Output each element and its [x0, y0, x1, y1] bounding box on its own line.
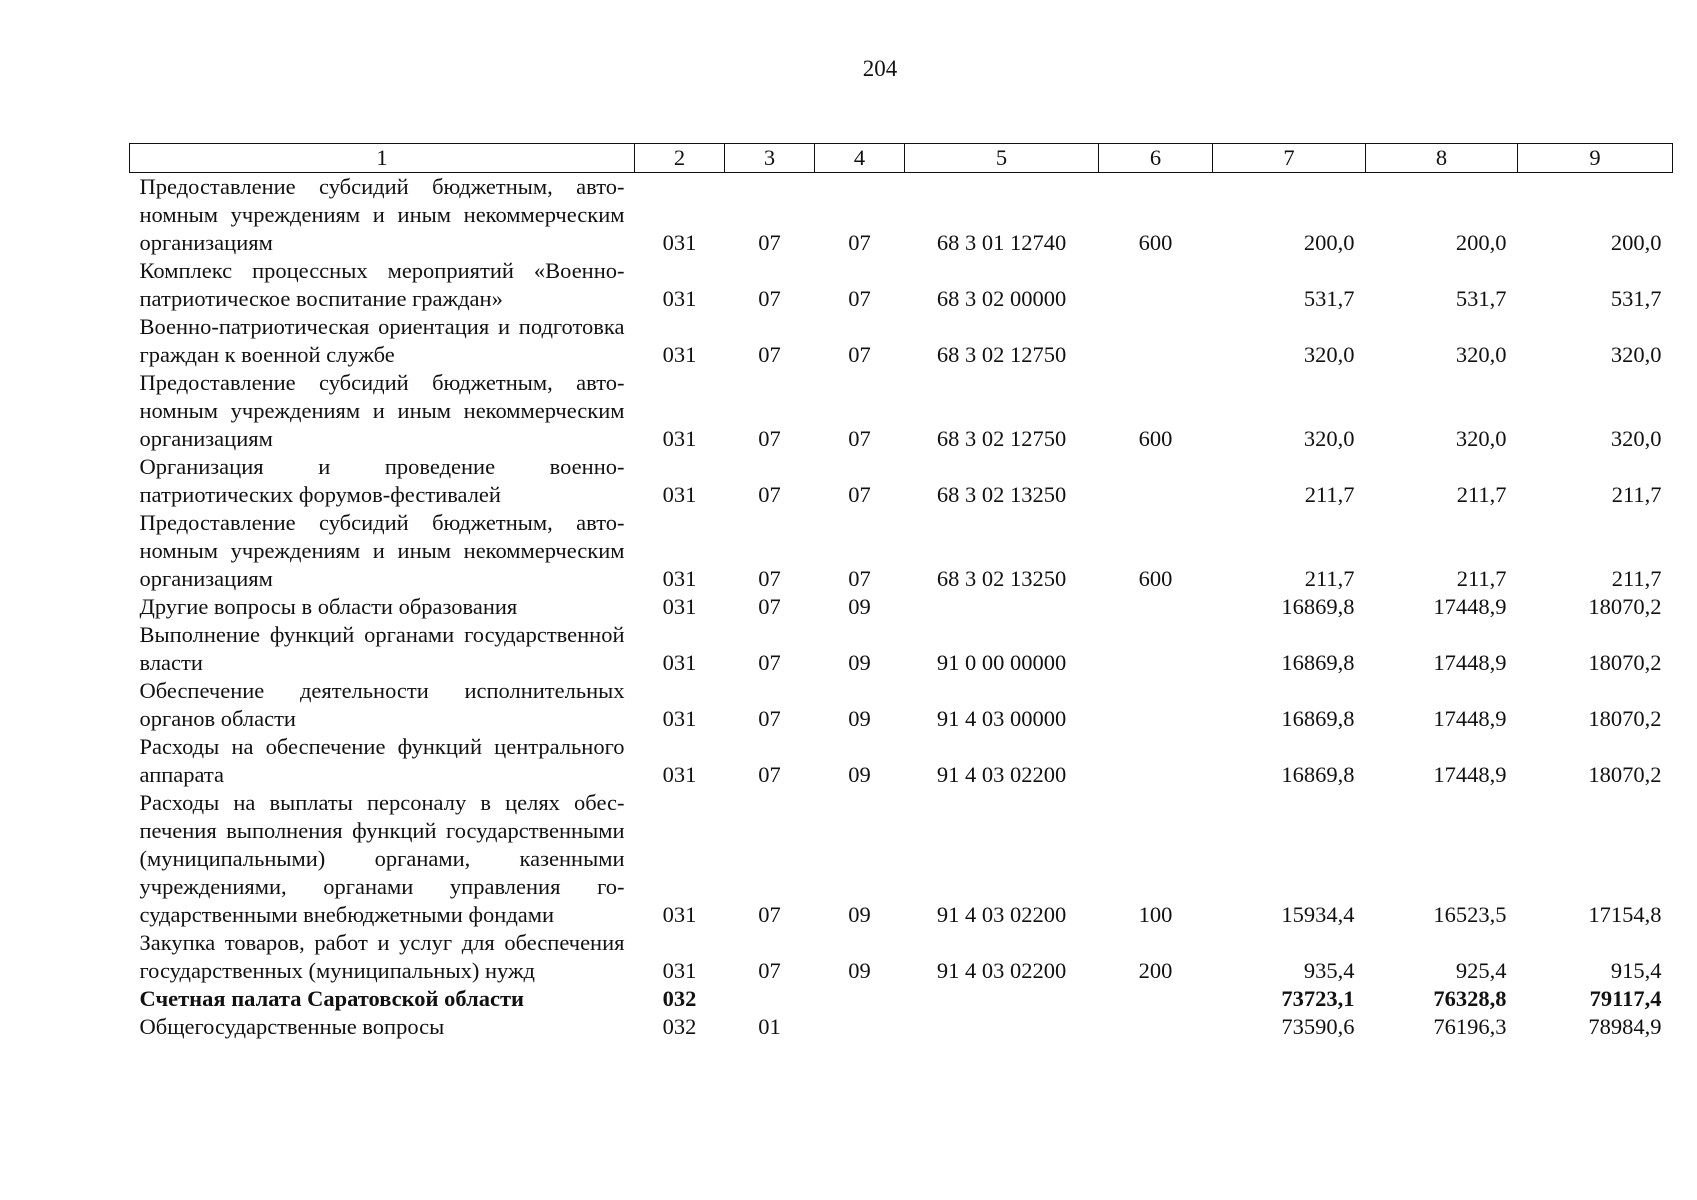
- row-target-article: 91 4 03 02200: [936, 902, 1067, 927]
- row-expense-type: [1099, 593, 1213, 621]
- row-amount-col7: 211,7: [1304, 566, 1355, 591]
- row-ministry-code: 032: [662, 1014, 697, 1039]
- row-subsection: 09: [848, 650, 871, 675]
- row-section: 07: [758, 958, 781, 983]
- row-target-article: 91 0 00 00000: [936, 650, 1067, 675]
- row-subsection: 09: [848, 762, 871, 787]
- row-expense-type: 200: [1138, 958, 1173, 983]
- row-amount-col9: 18070,2: [1588, 706, 1662, 731]
- row-amount-col9: 18070,2: [1588, 762, 1662, 787]
- column-header-2: 2: [635, 144, 725, 173]
- row-expense-type: 600: [1138, 426, 1173, 451]
- row-name: Предоставление субсидий бюджетным, автономным учреждениям и иным некоммерческим организациям: [139, 174, 625, 255]
- row-amount-col8: 17448,9: [1433, 650, 1507, 675]
- row-subsection: 09: [848, 902, 871, 927]
- row-amount-col7: 16869,8: [1281, 706, 1355, 731]
- row-expense-type: 600: [1138, 566, 1173, 591]
- header-row: [130, 144, 1673, 173]
- table-row: [130, 453, 1673, 509]
- row-amount-col9: 320,0: [1610, 426, 1662, 451]
- table-row: [130, 789, 1673, 929]
- row-section: 07: [758, 594, 781, 619]
- row-name: Обеспечение деятельности исполнительных органов области: [139, 678, 625, 731]
- row-section: 07: [758, 286, 781, 311]
- row-target-article: 91 4 03 00000: [936, 706, 1067, 731]
- row-section: 07: [758, 426, 781, 451]
- row-amount-col8: 320,0: [1455, 342, 1507, 367]
- budget-table: [129, 143, 1673, 1041]
- row-target-article: 68 3 02 12750: [936, 426, 1067, 451]
- row-amount-col7: 200,0: [1303, 230, 1355, 255]
- row-ministry-code: 031: [662, 566, 697, 591]
- column-header-5: 5: [905, 144, 1099, 173]
- row-ministry-code: 031: [662, 706, 697, 731]
- row-amount-col8: 925,4: [1455, 958, 1507, 983]
- row-ministry-code: 031: [662, 762, 697, 787]
- row-section: [725, 985, 815, 1013]
- row-expense-type: [1099, 313, 1213, 369]
- row-amount-col8: 76196,3: [1433, 1014, 1507, 1039]
- row-section: 07: [758, 762, 781, 787]
- row-expense-type: [1099, 257, 1213, 313]
- row-subsection: [815, 1013, 905, 1041]
- column-header-7: 7: [1213, 144, 1366, 173]
- row-subsection: 07: [848, 342, 871, 367]
- row-amount-col8: 200,0: [1455, 230, 1507, 255]
- row-amount-col9: 320,0: [1610, 342, 1662, 367]
- row-expense-type: [1099, 733, 1213, 789]
- row-target-article: 68 3 02 00000: [936, 286, 1067, 311]
- row-amount-col7: 935,4: [1303, 958, 1355, 983]
- row-name: Расходы на обеспечение функций центрального аппарата: [139, 734, 625, 787]
- row-ministry-code: 031: [662, 286, 697, 311]
- table-row: [130, 985, 1673, 1013]
- row-name: Счетная палата Саратовской области: [139, 986, 524, 1011]
- row-section: 07: [758, 482, 781, 507]
- row-amount-col7: 16869,8: [1281, 762, 1355, 787]
- row-amount-col7: 320,0: [1303, 342, 1355, 367]
- row-ministry-code: 031: [662, 482, 697, 507]
- table-row: [130, 733, 1673, 789]
- row-section: 07: [758, 566, 781, 591]
- row-ministry-code: 031: [662, 426, 697, 451]
- row-ministry-code: 031: [662, 342, 697, 367]
- row-subsection: 07: [848, 230, 871, 255]
- row-ministry-code: 031: [662, 594, 697, 619]
- row-amount-col9: 17154,8: [1588, 902, 1662, 927]
- row-name: Закупка товаров, работ и услуг для обеспечения государственных (муниципальных) нужд: [139, 930, 625, 983]
- row-amount-col8: 320,0: [1455, 426, 1507, 451]
- row-name: Выполнение функций органами государственной власти: [139, 622, 625, 675]
- row-section: 07: [758, 650, 781, 675]
- row-ministry-code: 031: [662, 902, 697, 927]
- row-name: Предоставление субсидий бюджетным, автономным учреждениям и иным некоммерческим организациям: [139, 510, 625, 591]
- row-amount-col7: 16869,8: [1281, 650, 1355, 675]
- table-row: [130, 929, 1673, 985]
- row-section: 07: [758, 706, 781, 731]
- row-name: Предоставление субсидий бюджетным, автономным учреждениям и иным некоммерческим организациям: [139, 370, 625, 451]
- row-subsection: 07: [848, 482, 871, 507]
- row-amount-col9: 211,7: [1611, 482, 1662, 507]
- row-section: 07: [758, 342, 781, 367]
- row-target-article: 91 4 03 02200: [936, 762, 1067, 787]
- column-header-6: 6: [1099, 144, 1213, 173]
- row-amount-col7: 73723,1: [1281, 986, 1355, 1011]
- table-header: [130, 144, 1673, 173]
- row-subsection: 09: [848, 706, 871, 731]
- table-row: [130, 593, 1673, 621]
- row-amount-col9: 200,0: [1610, 230, 1662, 255]
- row-amount-col8: 531,7: [1455, 286, 1507, 311]
- row-amount-col7: 73590,6: [1281, 1014, 1355, 1039]
- row-amount-col7: 16869,8: [1281, 594, 1355, 619]
- column-header-9: 9: [1518, 144, 1673, 173]
- page-number: 204: [862, 56, 898, 81]
- row-subsection: 09: [848, 594, 871, 619]
- table-row: [130, 173, 1673, 258]
- row-amount-col9: 79117,4: [1589, 986, 1662, 1011]
- row-subsection: 09: [848, 958, 871, 983]
- row-subsection: 07: [848, 286, 871, 311]
- row-section: 07: [758, 230, 781, 255]
- column-header-8: 8: [1366, 144, 1518, 173]
- row-amount-col9: 78984,9: [1588, 1014, 1662, 1039]
- row-target-article: 68 3 02 13250: [936, 566, 1067, 591]
- row-ministry-code: 031: [662, 650, 697, 675]
- row-amount-col8: 17448,9: [1433, 762, 1507, 787]
- row-expense-type: [1099, 985, 1213, 1013]
- row-target-article: 91 4 03 02200: [936, 958, 1067, 983]
- row-amount-col7: 531,7: [1303, 286, 1355, 311]
- column-header-3: 3: [725, 144, 815, 173]
- row-ministry-code: 032: [662, 986, 697, 1011]
- row-target-article: [905, 1013, 1099, 1041]
- table-row: [130, 1013, 1673, 1041]
- row-target-article: [905, 985, 1099, 1013]
- row-target-article: 68 3 02 12750: [936, 342, 1067, 367]
- row-expense-type: [1099, 621, 1213, 677]
- row-ministry-code: 031: [662, 230, 697, 255]
- row-name: Расходы на выплаты персоналу в целях обеспечения выполнения функций государственными (муниципальными) органами, казенными учреждениями, органами управления государственными внебюджетными фондами: [139, 790, 625, 927]
- row-target-article: 68 3 02 13250: [936, 482, 1067, 507]
- row-amount-col8: 211,7: [1456, 482, 1507, 507]
- row-expense-type: 100: [1138, 902, 1173, 927]
- row-amount-col9: 531,7: [1610, 286, 1662, 311]
- row-amount-col9: 18070,2: [1588, 650, 1662, 675]
- row-name: Организация и проведение военно-патриотических форумов-фестивалей: [139, 454, 625, 507]
- row-amount-col8: 17448,9: [1433, 706, 1507, 731]
- row-amount-col9: 915,4: [1610, 958, 1662, 983]
- row-amount-col7: 320,0: [1303, 426, 1355, 451]
- row-amount-col7: 211,7: [1304, 482, 1355, 507]
- row-amount-col8: 211,7: [1456, 566, 1507, 591]
- row-expense-type: [1099, 677, 1213, 733]
- row-name: Другие вопросы в области образования: [139, 594, 518, 619]
- row-subsection: [815, 985, 905, 1013]
- table-row: [130, 257, 1673, 313]
- table-row: [130, 369, 1673, 453]
- row-expense-type: [1099, 453, 1213, 509]
- row-section: 07: [758, 902, 781, 927]
- row-subsection: 07: [848, 566, 871, 591]
- column-header-1: 1: [130, 144, 635, 173]
- row-amount-col9: 18070,2: [1588, 594, 1662, 619]
- row-expense-type: 600: [1138, 230, 1173, 255]
- table-body: [130, 173, 1673, 1042]
- row-amount-col7: 15934,4: [1281, 902, 1355, 927]
- row-expense-type: [1099, 1013, 1213, 1041]
- row-section: 01: [758, 1014, 781, 1039]
- table-row: [130, 313, 1673, 369]
- column-header-4: 4: [815, 144, 905, 173]
- row-subsection: 07: [848, 426, 871, 451]
- row-target-article: [905, 593, 1099, 621]
- row-amount-col9: 211,7: [1611, 566, 1662, 591]
- row-name: Общегосударственные вопросы: [139, 1014, 445, 1039]
- row-name: Комплекс процессных мероприятий «Военно-патриотическое воспитание граждан»: [139, 258, 625, 311]
- table-row: [130, 621, 1673, 677]
- row-amount-col8: 76328,8: [1433, 986, 1507, 1011]
- row-ministry-code: 031: [662, 958, 697, 983]
- row-amount-col8: 17448,9: [1433, 594, 1507, 619]
- row-name: Военно-патриотическая ориентация и подготовка граждан к военной службе: [139, 314, 625, 367]
- table-row: [130, 509, 1673, 593]
- table-row: [130, 677, 1673, 733]
- row-amount-col8: 16523,5: [1433, 902, 1507, 927]
- row-target-article: 68 3 01 12740: [936, 230, 1067, 255]
